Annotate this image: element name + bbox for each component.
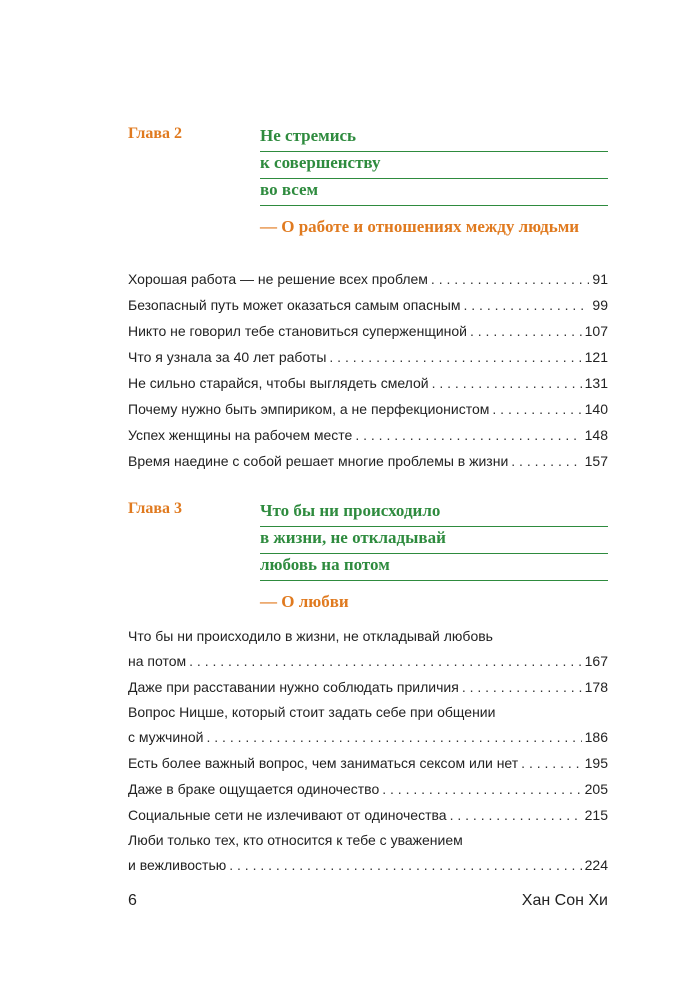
toc-leader-dots <box>464 292 590 318</box>
toc-entry-title: Что я узнала за 40 лет работы <box>128 349 327 365</box>
toc-entry[interactable] <box>128 750 608 776</box>
toc-entry-title: с мужчиной <box>128 729 204 745</box>
toc-entry-title: Успех женщины на рабочем месте <box>128 427 353 443</box>
toc-entry-title: на потом <box>128 653 187 669</box>
chapter-3-title-line: любовь на потом <box>260 554 608 581</box>
toc-entry-page: 140 <box>584 401 608 417</box>
chapter-2-title-block <box>260 125 608 238</box>
toc-entry[interactable] <box>128 776 608 802</box>
toc-entry[interactable] <box>128 396 608 422</box>
toc-leader-dots <box>355 422 581 448</box>
chapter-2-title-line: Не стремись <box>260 125 608 152</box>
chapter-3-title-line: в жизни, не откладывай <box>260 527 608 554</box>
toc-leader-dots <box>382 776 581 802</box>
chapter-2-toc <box>128 266 608 474</box>
toc-entry-title: Хорошая работа — не решение всех проблем <box>128 271 428 287</box>
toc-leader-dots <box>329 344 581 370</box>
toc-leader-dots <box>521 750 581 776</box>
chapter-3-title-line: Что бы ни происходило <box>260 500 608 527</box>
toc-entry[interactable] <box>128 448 608 474</box>
toc-entry[interactable] <box>128 674 608 700</box>
toc-entry-page: 131 <box>584 375 608 391</box>
toc-entry[interactable] <box>128 422 608 448</box>
toc-entry-title: Время наедине с собой решает многие проблемы в жизни <box>128 453 509 469</box>
toc-entry[interactable] <box>128 802 608 828</box>
chapter-2-title-line: во всем <box>260 179 608 206</box>
chapter-2-subtitle: — О работе и отношениях между людьми <box>260 217 580 236</box>
toc-entry[interactable] <box>128 266 608 292</box>
toc-entry-page: 99 <box>592 297 608 313</box>
chapter-3-title-block <box>260 500 608 613</box>
toc-entry-page: 121 <box>584 349 608 365</box>
toc-leader-dots <box>450 802 582 828</box>
toc-entry-title: Даже при расставании нужно соблюдать приличия <box>128 679 459 695</box>
toc-entry-page: 205 <box>584 781 608 797</box>
chapter-3-subtitle: — О любви <box>260 592 349 611</box>
chapter-3-label: Глава 3 <box>128 500 182 517</box>
toc-entry-page: 178 <box>584 679 608 695</box>
toc-entry-title: Никто не говорил тебе становиться суперженщиной <box>128 323 467 339</box>
toc-leader-dots <box>189 648 582 674</box>
chapter-2-label: Глава 2 <box>128 125 182 142</box>
running-footer-author: Хан Сон Хи <box>521 892 608 909</box>
toc-entry-page: 91 <box>592 271 608 287</box>
toc-leader-dots <box>470 318 582 344</box>
toc-entry-page: 157 <box>584 453 608 469</box>
toc-entry[interactable] <box>128 700 608 750</box>
toc-entry[interactable] <box>128 370 608 396</box>
toc-entry-page: 215 <box>584 807 608 823</box>
toc-entry-page: 224 <box>584 857 608 873</box>
toc-entry[interactable] <box>128 828 608 878</box>
toc-entry[interactable] <box>128 292 608 318</box>
toc-leader-dots <box>511 448 581 474</box>
toc-leader-dots <box>431 266 590 292</box>
toc-entry-title: Почему нужно быть эмпириком, а не перфекционистом <box>128 401 490 417</box>
toc-entry-title: Даже в браке ощущается одиночество <box>128 781 380 797</box>
toc-entry-page: 167 <box>584 653 608 669</box>
toc-entry-title: Социальные сети не излечивают от одиночества <box>128 807 447 823</box>
toc-leader-dots <box>432 370 582 396</box>
chapter-2-title-line: к совершенству <box>260 152 608 179</box>
toc-leader-dots <box>492 396 581 422</box>
toc-entry-title-line1: Что бы ни происходило в жизни, не откладывай любовь <box>128 628 493 644</box>
toc-entry[interactable] <box>128 624 608 674</box>
toc-entry-page: 186 <box>584 729 608 745</box>
chapter-3-toc <box>128 624 608 878</box>
toc-leader-dots <box>207 724 582 750</box>
toc-leader-dots <box>229 852 581 878</box>
toc-entry[interactable] <box>128 318 608 344</box>
toc-entry-title: Есть более важный вопрос, чем заниматься сексом или нет <box>128 755 519 771</box>
toc-entry-title-line1: Вопрос Ницше, который стоит задать себе при общении <box>128 704 496 720</box>
toc-entry-title: Не сильно старайся, чтобы выглядеть смелой <box>128 375 429 391</box>
toc-entry-page: 195 <box>584 755 608 771</box>
toc-entry-title: Безопасный путь может оказаться самым опасным <box>128 297 461 313</box>
toc-entry-title-line1: Люби только тех, кто относится к тебе с уважением <box>128 832 463 848</box>
page-number: 6 <box>128 892 137 909</box>
toc-entry-title: и вежливостью <box>128 857 227 873</box>
toc-entry-page: 148 <box>584 427 608 443</box>
toc-leader-dots <box>462 674 582 700</box>
toc-entry-page: 107 <box>584 323 608 339</box>
toc-entry[interactable] <box>128 344 608 370</box>
